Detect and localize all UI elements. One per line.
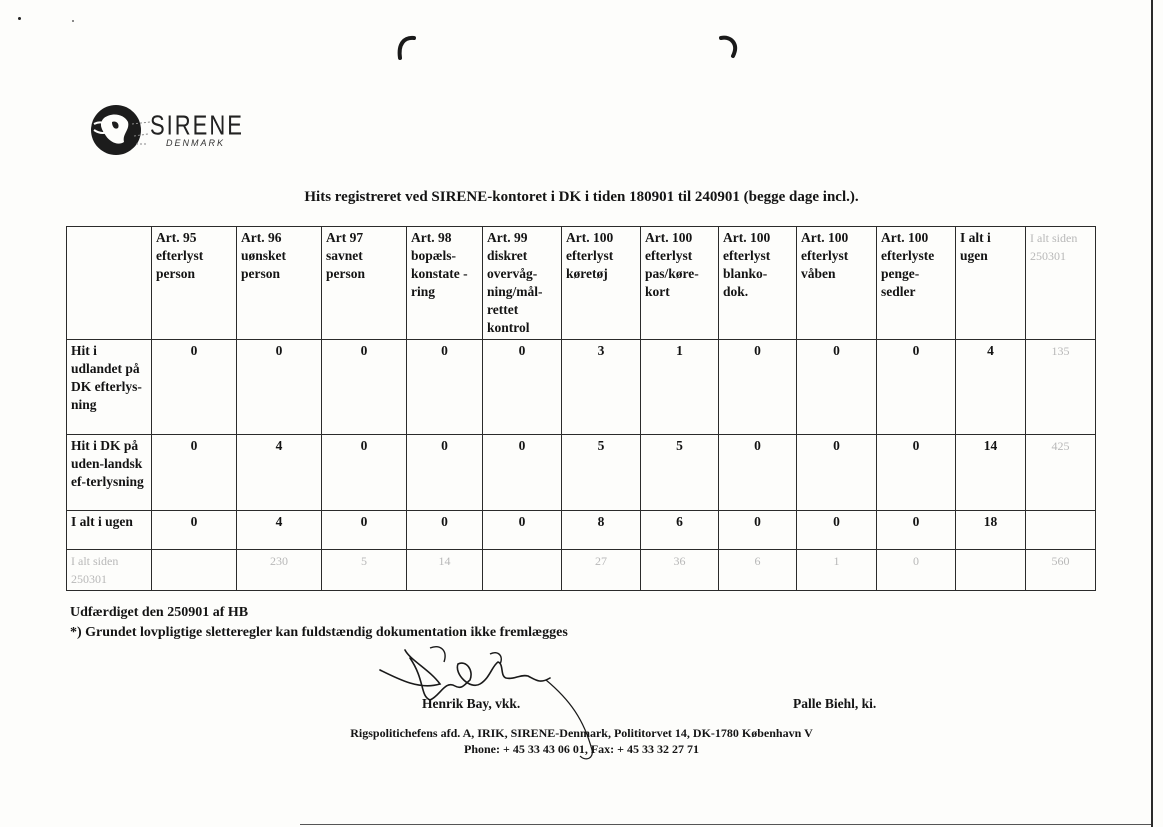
- table-cell: 0: [719, 511, 797, 550]
- column-header: I alt i ugen: [956, 227, 1026, 340]
- column-header: Art. 98 bopæls-konstate -ring: [407, 227, 483, 340]
- prepared-by-line: Udfærdiget den 250901 af HB: [70, 605, 249, 620]
- logo-subtitle: DENMARK: [166, 138, 226, 148]
- row-label: I alt i ugen: [67, 511, 152, 550]
- row-label: Hit i udlandet på DK efterlys-ning: [67, 340, 152, 435]
- phone-fax-line: Phone: + 45 33 43 06 01, Fax: + 45 33 32 27 71: [463, 742, 699, 756]
- row-label: I alt siden 250301: [67, 550, 152, 591]
- address-line: Rigspolitichefens afd. A, IRIK, SIRENE-Denmark, Polititorvet 14, DK-1780 København V: [350, 726, 813, 740]
- table-cell: [152, 550, 237, 591]
- table-cell: 425: [1026, 435, 1096, 511]
- table-cell: 0: [322, 435, 407, 511]
- punch-hole-left-icon: [396, 34, 418, 64]
- row-label: Hit i DK på uden-landsk ef-terlysning: [67, 435, 152, 511]
- column-header: Art 97 savnet person: [322, 227, 407, 340]
- table-cell: 4: [237, 511, 322, 550]
- page-edge-right: [1151, 0, 1153, 827]
- table-cell: 0: [797, 511, 877, 550]
- table-cell: 0: [152, 511, 237, 550]
- signer-right: Palle Biehl, ki.: [793, 696, 877, 711]
- table-cell: 36: [641, 550, 719, 591]
- column-header: Art. 95 efterlyst person: [152, 227, 237, 340]
- table-cell: 230: [237, 550, 322, 591]
- table-cell: 0: [877, 550, 956, 591]
- column-header: Art. 99 diskret overvåg-ning/mål-rettet kontrol: [483, 227, 562, 340]
- table-cell: 0: [407, 511, 483, 550]
- deletion-rules-note: *) Grundet lovpligtige sletteregler kan fuldstændig dokumentation ikke fremlægges: [70, 625, 568, 640]
- table-cell: 4: [956, 340, 1026, 435]
- table-cell: 6: [719, 550, 797, 591]
- table-cell: [1026, 511, 1096, 550]
- table-cell: 6: [641, 511, 719, 550]
- table-cell: 14: [956, 435, 1026, 511]
- table-row: [67, 550, 1096, 591]
- logo-wordmark: SIRENE: [150, 109, 244, 141]
- table-cell: 0: [719, 435, 797, 511]
- page-edge-bottom: [300, 824, 1151, 825]
- column-header: Art. 100 efterlyst våben: [797, 227, 877, 340]
- table-cell: 27: [562, 550, 641, 591]
- table-cell: 8: [562, 511, 641, 550]
- table-cell: 0: [152, 435, 237, 511]
- document-title: Hits registreret ved SIRENE-kontoret i DK i tiden 180901 til 240901 (begge dage incl.).: [304, 189, 859, 205]
- table-cell: 0: [483, 435, 562, 511]
- header-corner-cell: [67, 227, 152, 340]
- column-header: Art. 100 efterlyst pas/køre-kort: [641, 227, 719, 340]
- table-cell: 0: [483, 340, 562, 435]
- table-cell: 0: [877, 435, 956, 511]
- scan-speck: [72, 20, 74, 22]
- table-cell: 0: [719, 340, 797, 435]
- scan-speck: [18, 17, 21, 20]
- column-header: I alt siden 250301: [1026, 227, 1096, 340]
- table-cell: 0: [237, 340, 322, 435]
- table-cell: 5: [562, 435, 641, 511]
- table-cell: [956, 550, 1026, 591]
- table-cell: 0: [483, 511, 562, 550]
- table-cell: 0: [797, 435, 877, 511]
- table-cell: 0: [322, 340, 407, 435]
- table-cell: 0: [877, 511, 956, 550]
- table-cell: 0: [152, 340, 237, 435]
- table-cell: 4: [237, 435, 322, 511]
- hits-table: [66, 226, 1096, 591]
- table-cell: 0: [877, 340, 956, 435]
- column-header: Art. 100 efterlyst blanko-dok.: [719, 227, 797, 340]
- table-cell: 1: [641, 340, 719, 435]
- table-cell: 14: [407, 550, 483, 591]
- signer-left: Henrik Bay, vkk.: [422, 696, 521, 711]
- table-cell: 0: [797, 340, 877, 435]
- table-header-row: [67, 227, 1096, 340]
- punch-hole-right-icon: [717, 34, 741, 64]
- table-cell: 0: [407, 435, 483, 511]
- table-cell: [483, 550, 562, 591]
- table-cell: 0: [407, 340, 483, 435]
- column-header: Art. 100 efterlyste penge-sedler: [877, 227, 956, 340]
- table-cell: 3: [562, 340, 641, 435]
- table-row: [67, 511, 1096, 550]
- table-cell: 5: [322, 550, 407, 591]
- table-cell: 560: [1026, 550, 1096, 591]
- table-cell: 18: [956, 511, 1026, 550]
- table-cell: 0: [322, 511, 407, 550]
- column-header: Art. 96 uønsket person: [237, 227, 322, 340]
- table-row: [67, 435, 1096, 511]
- table-cell: 135: [1026, 340, 1096, 435]
- table-cell: 1: [797, 550, 877, 591]
- table-cell: 5: [641, 435, 719, 511]
- table-row: [67, 340, 1096, 435]
- column-header: Art. 100 efterlyst køretøj: [562, 227, 641, 340]
